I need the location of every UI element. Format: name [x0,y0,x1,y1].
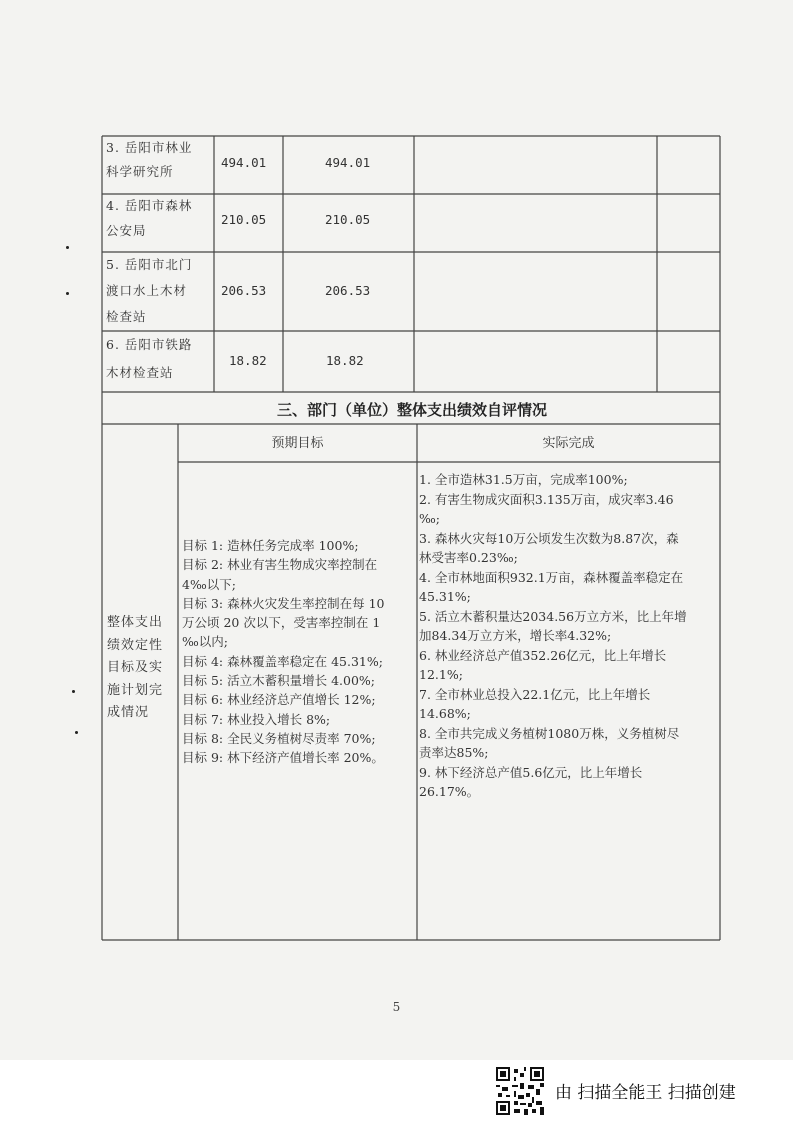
category-line: 成情况 [107,705,150,720]
section-title: 三、部门（单位）整体支出绩效自评情况 [276,401,547,419]
budget-value: 18.82 [229,353,267,368]
col-header-expected: 预期目标 [271,436,324,451]
result-line: 7. 全市林业总投入22.1亿元，比上年增长 [419,686,651,702]
goal-line: 目标 6: 林业经济总产值增长 12%; [182,692,376,708]
result-line: 责率达85%; [419,745,489,760]
goal-line: 目标 2: 林业有害生物成灾率控制在 [182,557,378,573]
unit-name-line: 木材检查站 [106,365,174,380]
goal-line: 目标 5: 活立木蓄积量增长 4.00%; [182,673,376,689]
result-line: 加84.34万立方米，增长率4.32%; [419,628,612,643]
scan-speck [72,690,75,693]
col-header-actual: 实际完成 [542,436,595,451]
unit-name-line: 科学研究所 [106,164,174,179]
result-line: 45.31%; [419,589,471,604]
result-line: 26.17%。 [419,784,480,799]
actual-results-list [419,470,719,802]
goal-line: 目标 3: 森林火灾发生率控制在每 10 [182,595,385,611]
actual-value: 210.05 [325,212,371,227]
result-line: 14.68%; [419,706,471,721]
result-line: 5. 活立木蓄积量达2034.56万立方米，比上年增 [419,608,687,624]
unit-name-line: 6. 岳阳市铁路 [106,337,193,352]
result-line: ‰; [419,511,440,526]
scanner-brand-text: 由 扫描全能王 扫描创建 [555,1083,736,1103]
category-line: 施计划完 [107,682,164,698]
unit-name-line: 3. 岳阳市林业 [106,140,193,155]
actual-value: 494.01 [325,155,371,170]
category-label [107,612,175,725]
goal-line: 目标 1: 造林任务完成率 100%; [182,538,359,553]
goal-line: 万公顷 20 次以下，受害率控制在 1 [182,615,381,631]
expected-goals-list [182,536,414,768]
result-line: 6. 林业经济总产值352.26亿元，比上年增长 [419,647,667,663]
unit-name-line: 公安局 [106,223,147,238]
goal-line: 目标 7: 林业投入增长 8%; [182,711,331,727]
goal-line: 4‰以下; [182,576,236,592]
unit-name-line: 4. 岳阳市森林 [106,198,193,213]
actual-value: 206.53 [325,283,371,298]
goal-line: 目标 4: 森林覆盖率稳定在 45.31%; [182,653,383,669]
goal-line: ‰以内; [182,634,228,650]
unit-name-line: 渡口水上木材 [106,283,188,298]
goal-line: 目标 9: 林下经济产值增长率 20%。 [182,750,384,766]
result-line: 9. 林下经济总产值5.6亿元，比上年增长 [419,764,643,780]
result-line: 林受害率0.23‰; [419,550,518,565]
result-line: 1. 全市造林31.5万亩，完成率100%; [419,472,628,487]
budget-value: 206.53 [221,283,267,298]
category-line: 整体支出 [107,615,164,630]
actual-value: 18.82 [326,353,364,368]
category-line: 目标及实 [107,660,164,675]
result-line: 2. 有害生物成灾面积3.135万亩，成灾率3.46 [419,491,674,507]
result-line: 3. 森林火灾每10万公顷发生次数为8.87次，森 [419,530,679,546]
budget-value: 210.05 [221,212,267,227]
goal-line: 目标 8: 全民义务植树尽责率 70%; [182,730,376,746]
unit-name-line: 5. 岳阳市北门 [106,257,193,272]
result-line: 12.1%; [419,667,463,682]
scan-speck [66,292,69,295]
page-number: 5 [392,1000,401,1014]
scan-speck [75,731,78,734]
scan-speck [66,246,69,249]
budget-value: 494.01 [221,155,267,170]
result-line: 8. 全市共完成义务植树1080万株，义务植树尽 [419,725,680,741]
result-line: 4. 全市林地面积932.1万亩，森林覆盖率稳定在 [419,569,684,585]
qr-code-icon [496,1067,544,1115]
unit-name-line: 检查站 [106,309,147,324]
category-line: 绩效定性 [107,637,164,653]
